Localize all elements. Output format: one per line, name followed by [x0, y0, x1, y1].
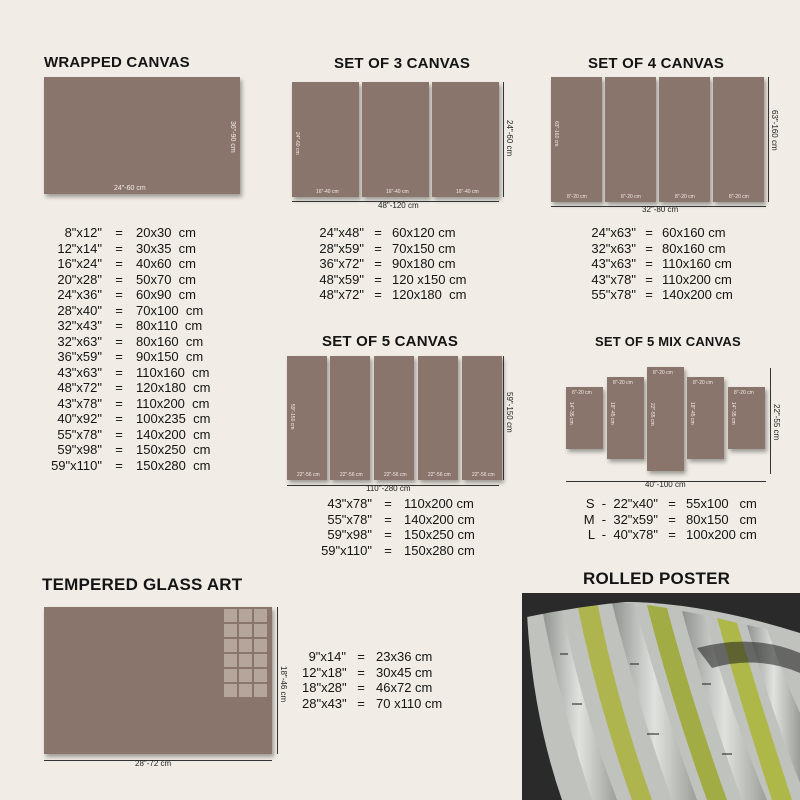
- wrapped-size-cm: 110x200 cm: [136, 395, 210, 411]
- glass-size-inches: 9"x14": [308, 649, 346, 664]
- glass-width-label: 28"-72 cm: [135, 759, 172, 768]
- set4-size-cm: 60x160 cm: [662, 225, 726, 240]
- rolled-poster-graphic: [522, 593, 800, 800]
- wrapped-size-cm: 120x180 cm: [136, 380, 211, 395]
- set3-size-inches: 48"x72": [319, 287, 364, 302]
- set5mix-title: SET OF 5 MIX CANVAS: [595, 334, 741, 349]
- set3-size-cm: 70x150 cm: [392, 240, 456, 256]
- set3-size-row: [318, 287, 466, 303]
- set5mix-size-equals: =: [668, 527, 676, 542]
- set3-size-inches: 24"x48": [319, 225, 364, 240]
- wrapped-size-equals: =: [115, 380, 123, 395]
- wrapped-size-equals: =: [115, 318, 123, 333]
- set4-panel-width-label: 8"-20 cm: [675, 194, 695, 200]
- set5-panel: [287, 356, 327, 480]
- wrapped-size-equals: =: [115, 287, 123, 302]
- set5-panel-width-label: 22"-56 cm: [384, 472, 407, 478]
- set4-size-equals: =: [645, 271, 653, 287]
- set3-size-row: [318, 272, 466, 288]
- set4-size-equals: =: [645, 240, 653, 256]
- wrapped-size-equals: =: [115, 426, 123, 442]
- set5mix-size-equals: =: [668, 511, 676, 527]
- set5-size-row: [316, 543, 475, 559]
- set4-panel-width-label: 8"-20 cm: [729, 194, 749, 200]
- wrapped-size-inches: 32"x63": [57, 333, 102, 349]
- set5-size-equals: =: [384, 527, 392, 542]
- set3-size-cm: 120x180 cm: [392, 287, 467, 302]
- wrapped-size-cm: 40x60 cm: [136, 256, 196, 271]
- set4-size-cm: 110x200 cm: [662, 271, 732, 287]
- wrapped-size-row: [40, 256, 210, 272]
- set5mix-panel: [607, 377, 644, 459]
- wrapped-size-inches: 36"x59": [57, 349, 102, 364]
- set3-height-line: [503, 82, 504, 197]
- wrapped-size-row: [40, 411, 210, 427]
- set5-panel-height-label: 59"-150 cm: [289, 404, 295, 430]
- wrapped-size-equals: =: [115, 457, 123, 473]
- glass-size-equals: =: [357, 680, 365, 695]
- set4-size-row: [590, 241, 733, 257]
- set4-width-label: 32"-80 cm: [642, 205, 679, 214]
- wrapped-size-cm: 110x160 cm: [136, 364, 210, 380]
- wrapped-size-inches: 24"x36": [57, 287, 102, 302]
- set5-size-cm: 150x280 cm: [404, 542, 475, 558]
- glass-title: TEMPERED GLASS ART: [42, 575, 243, 594]
- set5mix-panel-width-label: 8"-20 cm: [572, 390, 592, 396]
- wrapped-size-inches: 43"x63": [57, 364, 102, 380]
- wrapped-size-equals: =: [115, 240, 123, 256]
- set5-size-row: [316, 512, 475, 528]
- set4-panel-width-label: 8"-20 cm: [567, 194, 587, 200]
- set3-panel-width-label: 16"-40 cm: [456, 189, 479, 195]
- wrapped-size-row: [40, 241, 210, 257]
- glass-panel: [44, 607, 272, 754]
- set5-panel: [330, 356, 370, 480]
- set3-size-equals: =: [374, 287, 382, 302]
- glass-reflection: [224, 609, 267, 697]
- wrapped-size-cm: 140x200 cm: [136, 426, 211, 442]
- set3-size-cm: 60x120 cm: [392, 225, 456, 240]
- set5-size-inches: 59"x110": [321, 542, 372, 558]
- set5-panel-width-label: 22"-56 cm: [472, 472, 495, 478]
- wrapped-canvas-panel: [44, 77, 240, 194]
- set5mix-size-cm: 100x200 cm: [686, 527, 757, 542]
- wrapped-size-inches: 59"x110": [51, 457, 102, 473]
- set4-size-row: [590, 272, 733, 288]
- set5-width-label: 110"-280 cm: [366, 484, 411, 493]
- wrapped-size-inches: 12"x14": [57, 240, 102, 256]
- set5-height-label: 59"-150 cm: [505, 392, 514, 433]
- set3-panel-width-label: 16"-40 cm: [386, 189, 409, 195]
- set3-width-label: 48"-120 cm: [378, 201, 419, 210]
- set5-size-list: [316, 496, 475, 558]
- set5mix-panel-height-label: 18"-45 cm: [609, 402, 615, 425]
- set3-size-equals: =: [374, 256, 382, 271]
- wrapped-size-inches: 43"x78": [57, 395, 102, 411]
- set5mix-size-list: [574, 496, 757, 543]
- wrapped-size-equals: =: [115, 302, 123, 318]
- set5mix-panel: [728, 387, 765, 449]
- set5mix-size-row: [574, 496, 757, 512]
- wrapped-size-inches: 28"x40": [57, 302, 102, 318]
- set5-panel: [418, 356, 458, 480]
- set5-height-line: [503, 356, 504, 480]
- set5-size-equals: =: [384, 542, 392, 558]
- set5-panel: [374, 356, 414, 480]
- wrapped-size-row: [40, 380, 210, 396]
- mix-width-label: 40"-100 cm: [645, 480, 686, 489]
- set5-size-cm: 110x200 cm: [404, 496, 474, 511]
- set5mix-panel: [687, 377, 724, 459]
- set5-size-inches: 59"x98": [327, 527, 372, 542]
- set5mix-panel-width-label: 8"-20 cm: [653, 370, 673, 376]
- wrapped-size-cm: 150x250 cm: [136, 442, 211, 457]
- wrapped-height-label: 36"-90 cm: [229, 121, 236, 153]
- set5-panel-width-label: 22"-56 cm: [340, 472, 363, 478]
- set4-height-label: 63"-160 cm: [770, 110, 779, 151]
- glass-size-row: [302, 696, 442, 712]
- wrapped-size-inches: 20"x28": [57, 271, 102, 287]
- glass-size-row: [302, 649, 442, 665]
- set4-panel: [659, 77, 710, 202]
- set5mix-size-inches: S - 22"x40": [585, 496, 658, 511]
- set3-size-list: [318, 225, 466, 303]
- wrapped-size-equals: =: [115, 333, 123, 349]
- wrapped-size-cm: 80x110 cm: [136, 318, 203, 333]
- set3-panel: [362, 82, 429, 197]
- set4-title: SET OF 4 CANVAS: [588, 55, 725, 72]
- glass-size-cm: 70 x110 cm: [376, 695, 443, 711]
- wrapped-size-row: [40, 225, 210, 241]
- set5-size-inches: 43"x78": [327, 496, 372, 511]
- set4-panel: [605, 77, 656, 202]
- wrapped-size-cm: 70x100 cm: [136, 302, 204, 318]
- wrapped-size-inches: 8"x12": [64, 225, 102, 240]
- wrapped-size-equals: =: [115, 225, 123, 240]
- glass-size-equals: =: [357, 664, 365, 680]
- set3-size-inches: 48"x59": [319, 271, 364, 287]
- set5mix-size-cm: 80x150 cm: [686, 511, 757, 527]
- set3-size-equals: =: [374, 225, 382, 240]
- wrapped-size-inches: 32"x43": [57, 318, 102, 333]
- set3-size-inches: 36"x72": [319, 256, 364, 271]
- set3-size-equals: =: [374, 240, 382, 256]
- set3-height-label: 24"-60 cm: [505, 120, 514, 157]
- glass-size-inches: 18"x28": [302, 680, 347, 695]
- set4-size-inches: 55"x78": [591, 287, 636, 302]
- wrapped-width-label: 24"-60 cm: [114, 185, 146, 192]
- set4-panel: [551, 77, 602, 202]
- set5-title: SET OF 5 CANVAS: [322, 333, 459, 350]
- set3-panel: [292, 82, 359, 197]
- set3-panel-width-label: 16"-40 cm: [316, 189, 339, 195]
- glass-size-row: [302, 665, 442, 681]
- wrapped-size-row: [40, 349, 210, 365]
- glass-size-cm: 23x36 cm: [376, 649, 433, 664]
- set5-size-row: [316, 527, 475, 543]
- wrapped-size-row: [40, 396, 210, 412]
- set3-size-equals: =: [374, 271, 382, 287]
- set4-panel-width-label: 8"-20 cm: [621, 194, 641, 200]
- wrapped-size-cm: 80x160 cm: [136, 333, 204, 349]
- wrapped-size-equals: =: [115, 271, 123, 287]
- wrapped-size-row: [40, 442, 210, 458]
- set4-size-cm: 80x160 cm: [662, 240, 726, 256]
- set5-size-inches: 55"x78": [327, 511, 372, 527]
- glass-size-equals: =: [357, 649, 365, 664]
- poster-title: ROLLED POSTER: [583, 569, 731, 588]
- set5mix-size-equals: =: [668, 496, 676, 511]
- set4-size-row: [590, 287, 733, 303]
- glass-height-line: [277, 607, 278, 754]
- wrapped-size-row: [40, 287, 210, 303]
- set3-title: SET OF 3 CANVAS: [334, 55, 471, 72]
- glass-height-label: 18"-46 cm: [279, 666, 288, 703]
- mix-height-line: [770, 368, 771, 474]
- set5mix-size-row: [574, 527, 757, 543]
- set5mix-panel-height-label: 14"-35 cm: [568, 402, 574, 425]
- wrapped-size-row: [40, 272, 210, 288]
- glass-size-inches: 28"x43": [302, 695, 347, 711]
- wrapped-size-row: [40, 334, 210, 350]
- set4-size-inches: 32"x63": [591, 240, 636, 256]
- wrapped-size-cm: 50x70 cm: [136, 271, 196, 287]
- wrapped-canvas-title: WRAPPED CANVAS: [44, 54, 190, 71]
- wrapped-size-inches: 55"x78": [57, 426, 102, 442]
- set5-panel: [462, 356, 502, 480]
- set5-size-equals: =: [384, 511, 392, 527]
- wrapped-size-equals: =: [115, 364, 123, 380]
- set4-size-equals: =: [645, 256, 653, 271]
- wrapped-size-equals: =: [115, 411, 123, 426]
- wrapped-size-row: [40, 318, 210, 334]
- set5-panel-width-label: 22"-56 cm: [297, 472, 320, 478]
- wrapped-size-cm: 20x30 cm: [136, 225, 196, 240]
- wrapped-size-inches: 48"x72": [57, 380, 102, 395]
- set5mix-size-inches: L - 40"x78": [587, 527, 658, 542]
- wrapped-size-equals: =: [115, 395, 123, 411]
- set4-panel: [713, 77, 764, 202]
- wrapped-size-inches: 40"x92": [57, 411, 102, 426]
- wrapped-size-cm: 90x150 cm: [136, 349, 204, 364]
- set5mix-panel-height-label: 22"-55 cm: [649, 403, 655, 426]
- glass-size-list: [302, 649, 442, 711]
- set5-size-row: [316, 496, 475, 512]
- wrapped-size-row: [40, 458, 210, 474]
- glass-size-inches: 12"x18": [302, 664, 347, 680]
- set3-panel: [432, 82, 499, 197]
- set5mix-panel-width-label: 8"-20 cm: [693, 380, 713, 386]
- set4-size-cm: 140x200 cm: [662, 287, 733, 302]
- wrapped-size-equals: =: [115, 442, 123, 457]
- set3-size-cm: 90x180 cm: [392, 256, 456, 271]
- set5-size-cm: 150x250 cm: [404, 527, 475, 542]
- set5-size-cm: 140x200 cm: [404, 511, 475, 527]
- wrapped-size-inches: 59"x98": [57, 442, 102, 457]
- set5mix-size-cm: 55x100 cm: [686, 496, 757, 511]
- set5-size-equals: =: [384, 496, 392, 511]
- set5mix-size-row: [574, 512, 757, 528]
- wrapped-size-cm: 150x280 cm: [136, 457, 211, 473]
- set4-height-line: [768, 77, 769, 202]
- wrapped-size-equals: =: [115, 256, 123, 271]
- set4-size-equals: =: [645, 287, 653, 302]
- glass-size-cm: 46x72 cm: [376, 680, 433, 695]
- glass-size-cm: 30x45 cm: [376, 664, 433, 680]
- set4-size-list: [590, 225, 733, 303]
- wrapped-size-row: [40, 365, 210, 381]
- glass-size-row: [302, 680, 442, 696]
- set3-size-inches: 28"x59": [319, 240, 364, 256]
- glass-size-equals: =: [357, 695, 365, 711]
- set5mix-size-inches: M - 32"x59": [583, 511, 658, 527]
- wrapped-size-equals: =: [115, 349, 123, 364]
- wrapped-size-cm: 30x35 cm: [136, 240, 196, 256]
- set3-size-row: [318, 241, 466, 257]
- wrapped-size-cm: 100x235 cm: [136, 411, 211, 426]
- set5mix-panel: [647, 367, 684, 471]
- set4-size-inches: 43"x63": [591, 256, 636, 271]
- set3-size-cm: 120 x150 cm: [392, 271, 467, 287]
- set4-size-inches: 24"x63": [591, 225, 636, 240]
- set3-panel-height-label: 24"-60 cm: [294, 132, 300, 155]
- set4-size-row: [590, 256, 733, 272]
- set4-size-cm: 110x160 cm: [662, 256, 732, 271]
- set3-size-row: [318, 256, 466, 272]
- wrapped-size-cm: 60x90 cm: [136, 287, 196, 302]
- set5mix-panel-width-label: 8"-20 cm: [613, 380, 633, 386]
- set5mix-panel: [566, 387, 603, 449]
- set4-size-inches: 43"x78": [591, 271, 636, 287]
- set4-size-row: [590, 225, 733, 241]
- wrapped-size-inches: 16"x24": [57, 256, 102, 271]
- wrapped-size-list: [40, 225, 210, 473]
- rolled-birch-poster-icon: [522, 593, 800, 800]
- set3-size-row: [318, 225, 466, 241]
- mix-height-label: 22"-55 cm: [772, 404, 781, 441]
- set5mix-panel-height-label: 18"-45 cm: [689, 402, 695, 425]
- set5mix-panel-height-label: 14"-35 cm: [730, 402, 736, 425]
- set4-size-equals: =: [645, 225, 653, 240]
- wrapped-size-row: [40, 427, 210, 443]
- wrapped-size-row: [40, 303, 210, 319]
- set5-panel-width-label: 22"-56 cm: [428, 472, 451, 478]
- set4-panel-height-label: 63"-160 cm: [553, 121, 559, 147]
- set5mix-panel-width-label: 8"-20 cm: [734, 390, 754, 396]
